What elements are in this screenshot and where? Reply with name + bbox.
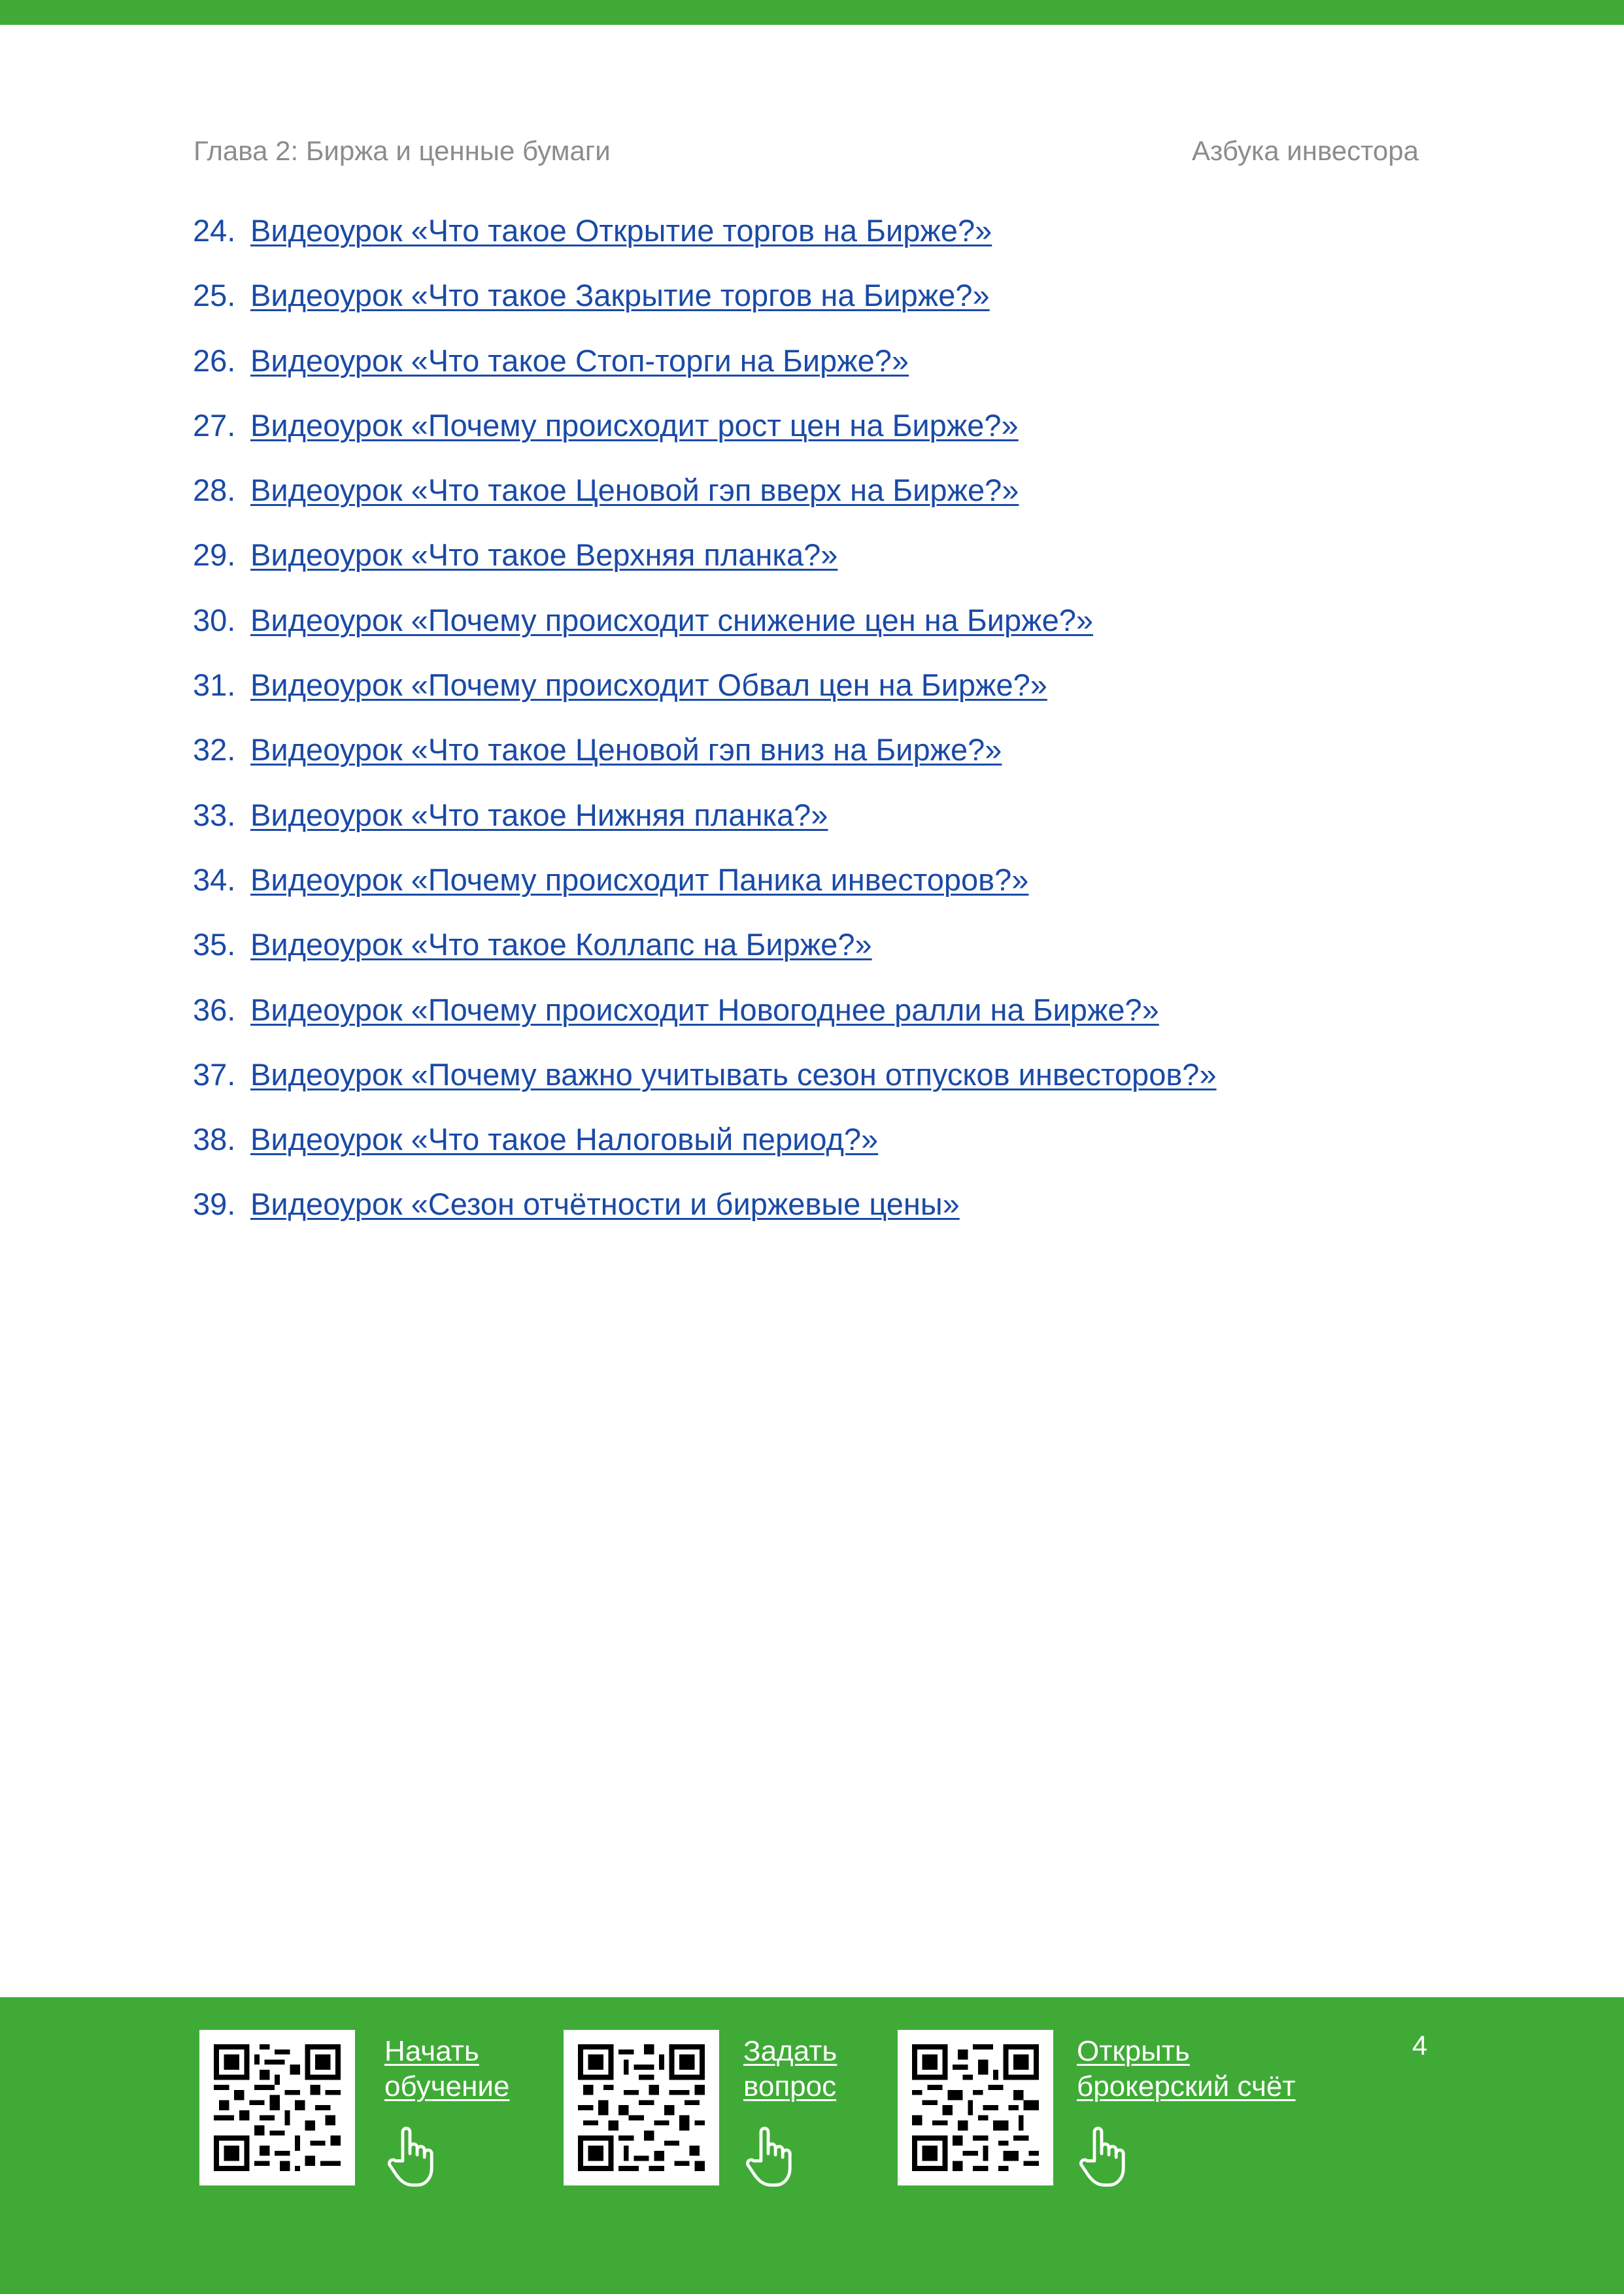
- item-number: 34.: [193, 862, 236, 897]
- footer-bar: [0, 1997, 1624, 2294]
- lesson-link[interactable]: Видеоурок «Что такое Стоп-торги на Бирже?»: [250, 343, 909, 378]
- item-number: 38.: [193, 1122, 236, 1157]
- item-number: 30.: [193, 602, 236, 637]
- list-item: [193, 469, 1435, 533]
- lesson-link[interactable]: Видеоурок «Почему происходит Обвал цен на Бирже?»: [250, 667, 1047, 703]
- item-number: 36.: [193, 992, 236, 1027]
- list-item: [193, 988, 1435, 1053]
- lesson-link[interactable]: Видеоурок «Что такое Закрытие торгов на Бирже?»: [250, 278, 990, 313]
- lesson-link[interactable]: Видеоурок «Что такое Ценовой гэп вниз на Бирже?»: [250, 732, 1002, 767]
- qr-code-icon: [912, 2044, 1039, 2171]
- item-number: 27.: [193, 407, 236, 443]
- lesson-link[interactable]: Видеоурок «Что такое Коллапс на Бирже?»: [250, 927, 872, 962]
- lesson-link[interactable]: Видеоурок «Что такое Верхняя планка?»: [250, 537, 838, 573]
- link-line: Открыть: [1077, 2035, 1190, 2067]
- list-item: [193, 209, 1435, 274]
- lesson-link[interactable]: Видеоурок «Что такое Нижняя планка?»: [250, 797, 828, 832]
- lesson-link[interactable]: Видеоурок «Что такое Налоговый период?»: [250, 1122, 879, 1157]
- lesson-link[interactable]: Видеоурок «Почему важно учитывать сезон отпусков инвесторов?»: [250, 1056, 1217, 1092]
- book-title: Азбука инвестора: [1192, 135, 1419, 166]
- ask-question-link[interactable]: [743, 2034, 837, 2104]
- item-number: 24.: [193, 213, 236, 248]
- item-number: 29.: [193, 537, 236, 573]
- item-number: 39.: [193, 1187, 236, 1222]
- link-line: Задать: [743, 2035, 837, 2067]
- list-item: [193, 533, 1435, 598]
- page-number: 4: [1412, 2030, 1428, 2061]
- lesson-link[interactable]: Видеоурок «Что такое Ценовой гэп вверх на Бирже?»: [250, 473, 1019, 508]
- qr-code-icon: [214, 2044, 341, 2171]
- pointing-hand-icon: [744, 2125, 792, 2187]
- list-item: [193, 1118, 1435, 1183]
- list-item: [193, 339, 1435, 404]
- link-line: Начать: [384, 2035, 479, 2067]
- lesson-link[interactable]: Видеоурок «Почему происходит Паника инвесторов?»: [250, 862, 1029, 897]
- list-item: [193, 599, 1435, 664]
- list-item: [193, 858, 1435, 923]
- item-number: 35.: [193, 927, 236, 962]
- list-item: [193, 664, 1435, 728]
- item-number: 33.: [193, 797, 236, 832]
- item-number: 37.: [193, 1056, 236, 1092]
- lesson-link[interactable]: Видеоурок «Почему происходит снижение цен на Бирже?»: [250, 602, 1094, 637]
- top-accent-bar: [0, 0, 1624, 25]
- link-line: вопрос: [743, 2070, 837, 2102]
- lesson-link[interactable]: Видеоурок «Почему происходит Новогоднее ралли на Бирже?»: [250, 992, 1159, 1027]
- link-line: брокерский счёт: [1077, 2070, 1296, 2102]
- item-number: 25.: [193, 278, 236, 313]
- lesson-link[interactable]: Видеоурок «Что такое Открытие торгов на Бирже?»: [250, 213, 992, 248]
- list-item: [193, 404, 1435, 469]
- list-item: [193, 728, 1435, 793]
- list-item: [193, 1053, 1435, 1118]
- pointing-hand-icon: [1077, 2125, 1126, 2187]
- pointing-hand-icon: [386, 2125, 434, 2187]
- open-brokerage-account-link[interactable]: [1077, 2034, 1296, 2104]
- list-item: [193, 923, 1435, 988]
- qr-code-icon[interactable]: [564, 2030, 719, 2185]
- item-number: 26.: [193, 343, 236, 378]
- start-learning-link[interactable]: [384, 2034, 509, 2104]
- lesson-link[interactable]: Видеоурок «Сезон отчётности и биржевые цены»: [250, 1187, 960, 1222]
- item-number: 31.: [193, 667, 236, 703]
- lesson-list: [193, 209, 1435, 1248]
- item-number: 32.: [193, 732, 236, 767]
- list-item: [193, 274, 1435, 339]
- lesson-link[interactable]: Видеоурок «Почему происходит рост цен на Бирже?»: [250, 407, 1019, 443]
- list-item: [193, 1183, 1435, 1247]
- list-item: [193, 794, 1435, 858]
- item-number: 28.: [193, 473, 236, 508]
- qr-code-icon: [578, 2044, 705, 2171]
- link-line: обучение: [384, 2070, 510, 2102]
- qr-code-icon[interactable]: [898, 2030, 1053, 2185]
- qr-code-icon[interactable]: [199, 2030, 355, 2185]
- chapter-title: Глава 2: Биржа и ценные бумаги: [194, 135, 611, 166]
